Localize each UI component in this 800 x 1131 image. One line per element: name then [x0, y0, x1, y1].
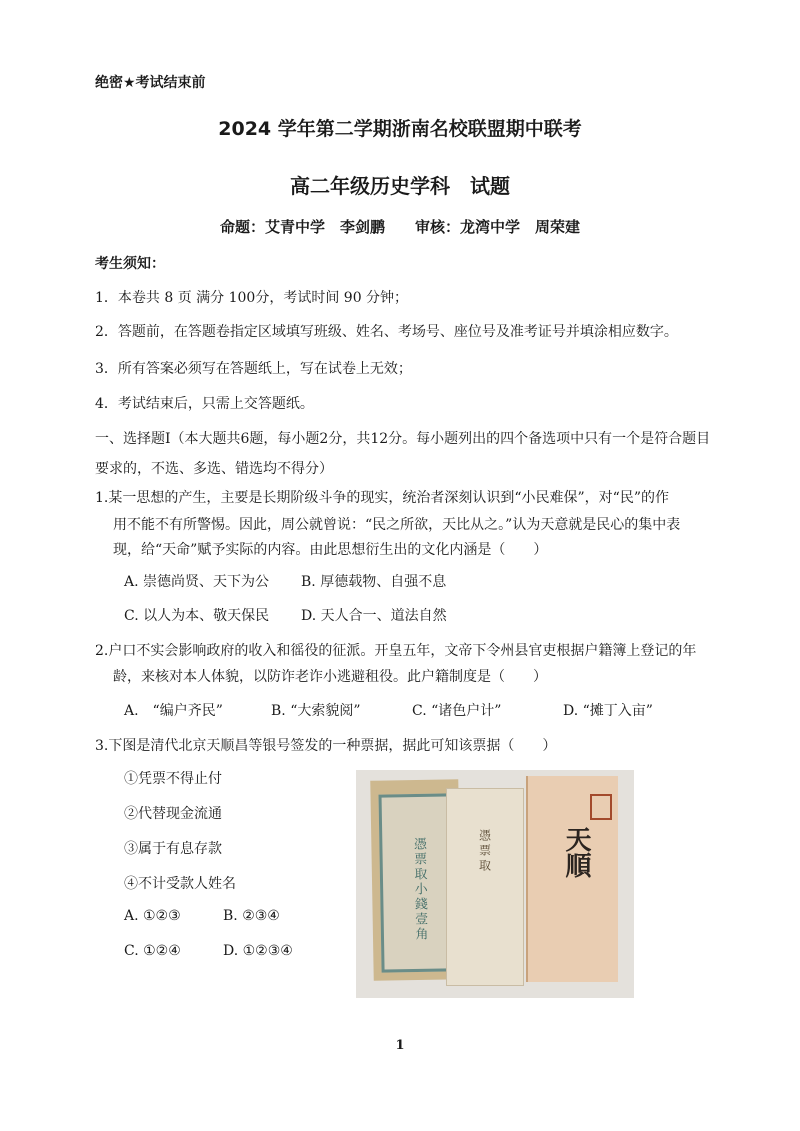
q1-option-a: A. 崇德尚贤、天下为公 [124, 574, 270, 590]
banknote-middle [446, 788, 524, 986]
q1-line-3: 现，给“天命”赋予实际的内容。由此思想衍生出的文化内涵是（ ） [113, 542, 548, 558]
q3-statement-2: ②代替现金流通 [124, 806, 222, 822]
notice-item-2: 2．答题前，在答题卷指定区域填写班级、姓名、考场号、座位号及准考证号并填涂相应数字。 [95, 324, 678, 340]
q3-option-b: B. ②③④ [223, 908, 280, 924]
notice-item-3: 3．所有答案必须写在答题纸上，写在试卷上无效； [95, 361, 412, 377]
q2-option-a: A. “编户齐民” [124, 703, 223, 719]
notice-item-4: 4．考试结束后，只需上交答题纸。 [95, 396, 314, 412]
q3-option-a: A. ①②③ [124, 908, 181, 924]
q1-option-d: D. 天人合一、道法自然 [301, 608, 447, 624]
banknote-right [526, 776, 618, 982]
q3-option-c: C. ①②④ [124, 943, 181, 959]
notice-title: 考生须知： [95, 256, 165, 272]
q2-option-d: D. “摊丁入亩” [563, 703, 653, 719]
banknote-left-text: 憑票取小錢壹角 [410, 836, 428, 943]
seal-stamp-icon [590, 794, 612, 820]
exam-subtitle: 高二年级历史学科 试题 [290, 174, 510, 198]
authors-line: 命题：艾青中学 李剑鹏 审核：龙湾中学 周荣建 [219, 218, 580, 236]
exam-title: 2024 学年第二学期浙南名校联盟期中联考 [218, 118, 582, 140]
banknote-photo [356, 770, 634, 998]
banknote-middle-text: 憑票取 [477, 829, 492, 874]
banknote-right-text: 天順 [561, 826, 591, 878]
q3-statement-4: ④不计受款人姓名 [124, 876, 236, 892]
q1-line-1: 1.某一思想的产生，主要是长期阶级斗争的现实，统治者深刻认识到“小民难保”，对“民”的作 [95, 490, 669, 506]
notice-item-1: 1．本卷共 8 页 满分 100分，考试时间 90 分钟； [95, 290, 409, 306]
q3-option-d: D. ①②③④ [223, 943, 293, 959]
q2-option-c: C. “诸色户计” [412, 703, 502, 719]
q1-line-2: 用不能不有所警惕。因此，周公就曾说：“民之所欲，天比从之。”认为天意就是民心的集中表 [113, 517, 681, 533]
q1-option-c: C. 以人为本、敬天保民 [124, 608, 270, 624]
page-number: 1 [395, 1038, 405, 1053]
secret-mark: 绝密★考试结束前 [95, 75, 206, 91]
q1-option-b: B. 厚德载物、自强不息 [301, 574, 447, 590]
q2-option-b: B. “大索貌阅” [271, 703, 361, 719]
q3-statement-1: ①凭票不得止付 [124, 771, 222, 787]
q3-statement-3: ③属于有息存款 [124, 841, 222, 857]
q2-line-2: 龄，来核对本人体貌，以防诈老诈小逃避租役。此户籍制度是（ ） [113, 669, 547, 685]
section-heading: 一、选择题Ⅰ（本大题共6题，每小题2分，共12分。每小题列出的四个备选项中只有一个是符合题目要求的，不选、多选、错选均不得分） [95, 431, 711, 477]
q2-line-1: 2.户口不实会影响政府的收入和徭役的征派。开皇五年，文帝下令州县官吏根据户籍簿上登记的年 [95, 643, 697, 659]
q3-stem: 3.下图是清代北京天顺昌等银号签发的一种票据，据此可知该票据（ ） [95, 738, 557, 754]
